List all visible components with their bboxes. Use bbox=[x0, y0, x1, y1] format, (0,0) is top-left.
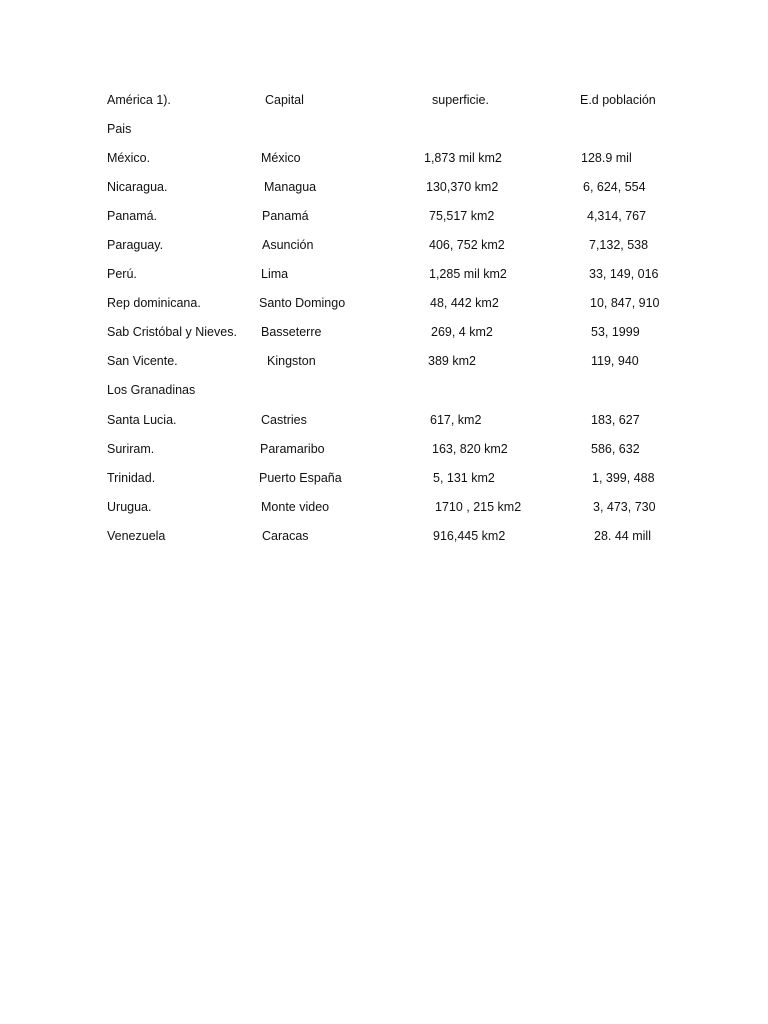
table-row bbox=[0, 497, 768, 517]
area-cell: 389 km2 bbox=[428, 354, 476, 368]
country-cell: Suriram. bbox=[107, 442, 155, 456]
capital-cell: Lima bbox=[261, 267, 289, 281]
country-cell: Perú. bbox=[107, 267, 137, 281]
table-row bbox=[0, 264, 768, 284]
area-cell: superficie. bbox=[432, 93, 489, 107]
population-cell: 6, 624, 554 bbox=[583, 180, 646, 194]
area-cell: 1710 , 215 km2 bbox=[435, 500, 522, 514]
country-cell: Paraguay. bbox=[107, 238, 164, 252]
capital-cell: Panamá bbox=[262, 209, 309, 223]
country-cell: Santa Lucia. bbox=[107, 413, 177, 427]
table-row bbox=[0, 380, 768, 400]
table-row bbox=[0, 177, 768, 197]
country-cell: Pais bbox=[107, 122, 132, 136]
population-cell: 1, 399, 488 bbox=[592, 471, 655, 485]
capital-cell: Castries bbox=[261, 413, 307, 427]
capital-cell: Caracas bbox=[262, 529, 309, 543]
area-cell: 163, 820 km2 bbox=[432, 442, 508, 456]
country-cell: México. bbox=[107, 151, 151, 165]
capital-cell: Santo Domingo bbox=[259, 296, 346, 310]
area-cell: 269, 4 km2 bbox=[431, 325, 493, 339]
country-cell: Urugua. bbox=[107, 500, 152, 514]
population-cell: E.d población bbox=[580, 93, 656, 107]
area-cell: 48, 442 km2 bbox=[430, 296, 499, 310]
table-row bbox=[0, 293, 768, 313]
table-subheader-row bbox=[0, 119, 768, 139]
country-cell: San Vicente. bbox=[107, 354, 178, 368]
capital-cell: Basseterre bbox=[261, 325, 322, 339]
table-row bbox=[0, 439, 768, 459]
population-cell: 7,132, 538 bbox=[589, 238, 649, 252]
population-cell: 586, 632 bbox=[591, 442, 640, 456]
population-cell: 53, 1999 bbox=[591, 325, 640, 339]
country-cell: Los Granadinas bbox=[107, 383, 196, 397]
capital-cell: Capital bbox=[265, 93, 304, 107]
country-cell: Venezuela bbox=[107, 529, 166, 543]
area-cell: 130,370 km2 bbox=[426, 180, 499, 194]
country-cell: Nicaragua. bbox=[107, 180, 168, 194]
table-row bbox=[0, 322, 768, 342]
population-cell: 10, 847, 910 bbox=[590, 296, 660, 310]
table-row bbox=[0, 351, 768, 371]
capital-cell: México bbox=[261, 151, 301, 165]
table-row bbox=[0, 468, 768, 488]
capital-cell: Asunción bbox=[262, 238, 314, 252]
area-cell: 1,285 mil km2 bbox=[429, 267, 507, 281]
table-row bbox=[0, 206, 768, 226]
table-row bbox=[0, 410, 768, 430]
area-cell: 617, km2 bbox=[430, 413, 482, 427]
population-cell: 183, 627 bbox=[591, 413, 640, 427]
population-cell: 28. 44 mill bbox=[594, 529, 651, 543]
population-cell: 3, 473, 730 bbox=[593, 500, 656, 514]
country-cell: América 1). bbox=[107, 93, 171, 107]
table-row bbox=[0, 235, 768, 255]
area-cell: 75,517 km2 bbox=[429, 209, 495, 223]
area-cell: 1,873 mil km2 bbox=[424, 151, 502, 165]
population-cell: 119, 940 bbox=[591, 354, 639, 368]
table-row bbox=[0, 148, 768, 168]
country-cell: Rep dominicana. bbox=[107, 296, 201, 310]
country-cell: Trinidad. bbox=[107, 471, 156, 485]
table-row bbox=[0, 526, 768, 546]
capital-cell: Kingston bbox=[267, 354, 316, 368]
area-cell: 5, 131 km2 bbox=[433, 471, 495, 485]
country-cell: Sab Cristóbal y Nieves. bbox=[107, 325, 237, 339]
table-header-row bbox=[0, 90, 768, 110]
capital-cell: Monte video bbox=[261, 500, 330, 514]
area-cell: 916,445 km2 bbox=[433, 529, 506, 543]
capital-cell: Managua bbox=[264, 180, 317, 194]
capital-cell: Puerto España bbox=[259, 471, 342, 485]
country-cell: Panamá. bbox=[107, 209, 158, 223]
population-cell: 33, 149, 016 bbox=[589, 267, 659, 281]
area-cell: 406, 752 km2 bbox=[429, 238, 505, 252]
population-cell: 128.9 mil bbox=[581, 151, 632, 165]
population-cell: 4,314, 767 bbox=[587, 209, 647, 223]
capital-cell: Paramaribo bbox=[260, 442, 325, 456]
